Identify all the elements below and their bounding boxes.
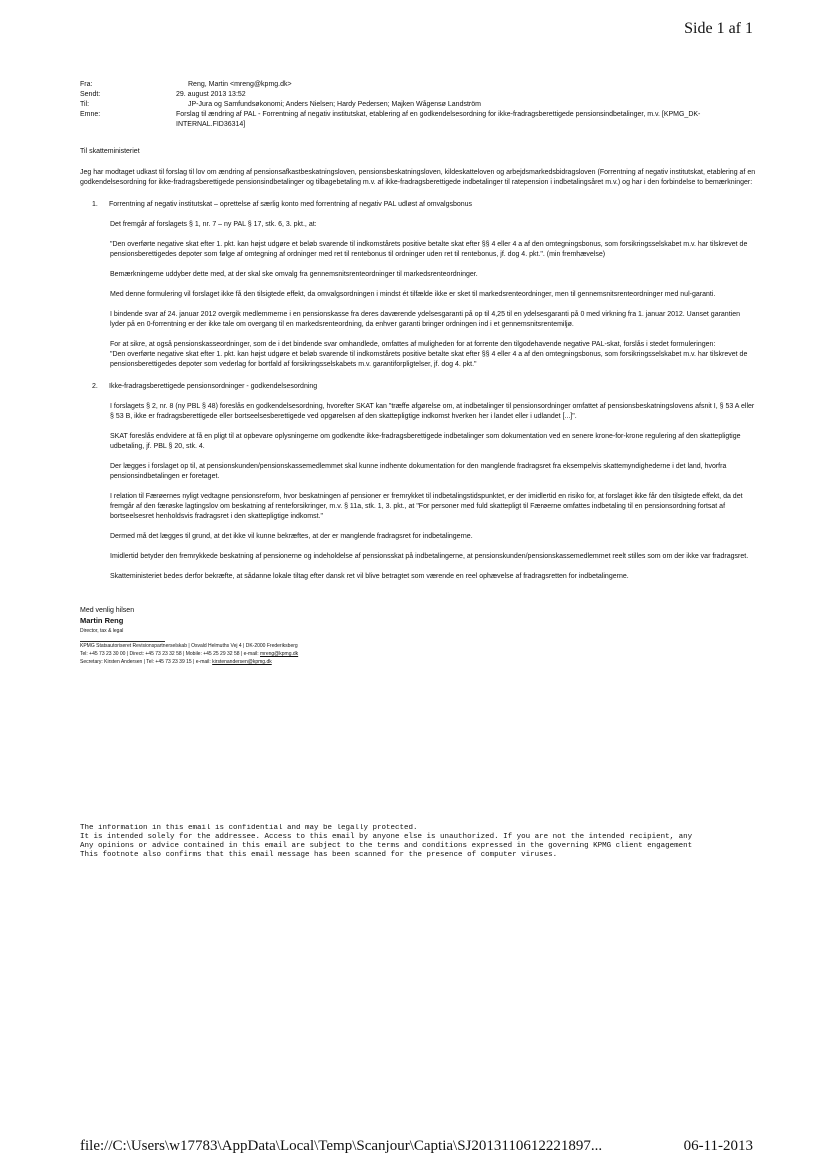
subject-value: Forslag til ændring af PAL - Forrentning af negativ institutskat, etablering af en godkendelsesordning for ikke-fradragsberettigede pensionsindbetalinger, m.v. [KPMG_DK-INTERNAL.FID36314] xyxy=(176,111,701,128)
paragraph: Der lægges i forslaget op til, at pensionskunden/pensionskassemedlemmet skal kunne indhente dokumentation for den manglende fradragsret fra eksempelvis skattemyndighederne i det land, hvorfra pensionsindbetalingen er foretaget. xyxy=(110,463,727,480)
disclaimer-line: It is intended solely for the addressee. Access to this email by anyone else is unauthorized. If you are not the intended recipient, any xyxy=(80,833,693,841)
disclaimer-line: This footnote also confirms that this email message has been scanned for the presence of computer viruses. xyxy=(80,851,558,859)
section-2 xyxy=(80,382,756,582)
paragraph: I relation til Færøernes nyligt vedtagne pensionsreform, hvor beskatningen af pensioner er fremrykket til indbetalingstidspunktet, er der imidlertid en risiko for, at forslaget ikke får den tilsigtede effekt, da det fremgår af den færøske lagtingslov om beskatning af renteforsikringer, m.v. § 11a, stk. 1, 3. pkt., at "For personer med fuld skattepligt til Færøerne omfattes indbetaling til en pensionsordning fortsat af bortseelsesret henholdsvis fradragsret i den skattepligtige indkomst." xyxy=(110,493,743,520)
disclaimer xyxy=(80,824,756,860)
email-body xyxy=(80,80,756,666)
to-row xyxy=(80,100,756,110)
to-label: Til: xyxy=(80,101,90,108)
paragraph: Imidlertid betyder den fremrykkede beskatning af pensionerne og indeholdelse af pensionsskat på indbetalingerne, at pensionskunden/pensionskassemedlemmet reelt stilles som om der ikke var fradragsret. xyxy=(110,553,749,560)
sent-value: 29. august 2013 13:52 xyxy=(176,91,246,98)
phones-line xyxy=(80,650,756,658)
subject-label: Emne: xyxy=(80,111,101,118)
phones-text: Tel: +45 73 23 30 00 | Direct: +45 73 23 32 58 | Mobile: +45 25 29 32 58 | e-mail: xyxy=(80,651,260,657)
sent-row xyxy=(80,90,756,100)
section-number: 2. xyxy=(92,383,98,390)
from-label: Fra: xyxy=(80,81,93,88)
disclaimer-line: Any opinions or advice contained in this email are subject to the terms and conditions expressed in the governing KPMG client engagement xyxy=(80,842,693,850)
signature-block xyxy=(80,606,756,666)
secretary-email-link[interactable]: kirstenandersen@kpmg.dk xyxy=(212,659,272,665)
from-row xyxy=(80,80,756,90)
section-1 xyxy=(80,200,756,370)
disclaimer-line: The information in this email is confidential and may be legally protected. xyxy=(80,824,418,832)
page-number-header: Side 1 af 1 xyxy=(684,20,753,37)
print-date: 06-11-2013 xyxy=(683,1138,753,1154)
paragraph: Bemærkningerne uddyber dette med, at der skal ske omvalg fra gennemsnitsrenteordninger til markedsrenteordninger. xyxy=(110,271,478,278)
section-title: Ikke-fradragsberettigede pensionsordninger - godkendelsesordning xyxy=(109,383,318,390)
sent-label: Sendt: xyxy=(80,91,101,98)
from-value: Reng, Martin <mreng@kpmg.dk> xyxy=(188,81,292,88)
intro-paragraph: Jeg har modtaget udkast til forslag til lov om ændring af pensionsafkastbeskatningsloven, pensionsbeskatningsloven, kildeskatteloven og arbejdsmarkedsbidragsloven (Forrentning af negativ institutskat, etablering af en godkendelsesordning for ikke-fradragsberettigede pensionsindbetalinger og tilbagebetaling m.v. af ikke-fradragsberettigede indbetalinger til ratepension i indbetalingsåret m.v.) og har i den forbindelse to bemærkninger: xyxy=(80,169,756,186)
paragraph: Skatteministeriet bedes derfor bekræfte, at sådanne lokale tiltag efter dansk ret vil blive betragtet som værende en reel ophævelse af fradragsretten for indbetalingerne. xyxy=(110,573,629,580)
to-value: JP-Jura og Samfundsøkonomi; Anders Nielsen; Hardy Pedersen; Majken Wågensø Landström xyxy=(188,101,481,108)
paragraph: "Den overførte negative skat efter 1. pkt. kan højst udgøre et beløb svarende til indkomstårets positive betalte skat efter §§ 4 eller 4 a af den omtegningsbonus, som forsikringsselskabet m.v. har tilskrevet de pensionsberettigedes depoter som følge af omtegning af ordninger med ret til rentebonus til ordninger uden ret til rentebonus, jf. dog 4. pkt.". (min fremhævelse) xyxy=(110,241,748,258)
file-path: file://C:\Users\w17783\AppData\Local\Temp\Scanjour\Captia\SJ2013110612221897... xyxy=(80,1138,603,1154)
secretary-line xyxy=(80,658,756,666)
signature-name: Martin Reng xyxy=(80,616,124,625)
company-line: KPMG Statsautoriseret Revisionspartnerselskab | Osvald Helmuths Vej 4 | DK-2000 Frederiksberg xyxy=(80,643,298,649)
paragraph: I bindende svar af 24. januar 2012 overgik medlemmerne i en pensionskasse fra deres daværende ydelsesgaranti på op til 4,25 til en ydelsesgaranti på 0 med virkning fra 1. januar 2012. Uanset garantien lyder på en 0-forrentning er der ikke tale om overgang til en markedsrenteordning, da enhver garanti bringer ordningen ind i et gennemsnitsrentemiljø. xyxy=(110,311,740,328)
signature-role: Director, tax & legal xyxy=(80,628,124,634)
paragraph: Med denne formulering vil forslaget ikke få den tilsigtede effekt, da omvalgsordningen i mindst ét tilfælde ikke er sket til markedsrenteordninger, men til gennemsnitsrenteordninger med nul-garanti. xyxy=(110,291,716,298)
greeting: Til skatteministeriet xyxy=(80,148,140,155)
paragraph: For at sikre, at også pensionskasseordninger, som de i det bindende svar omhandlede, omfattes af muligheden for at forrente den tilgodehavende negative PAL-skat, forslås i stedet formuleringen: "Den overførte negative skat efter 1. pkt. kan højst udgøre et beløb svarende til indkomstårets positive betalte skat efter §§ 4 eller 4 a af den omtegningsbonus, som forsikringsselskabet m.v. har tilskrevet de pensionsberettigedes depoter som vederlag for bortfald af forsikringsselskabets m.v. garantiforpligtelser, jf. dog 4. pkt." xyxy=(110,341,748,368)
closing: Med venlig hilsen xyxy=(80,607,135,614)
email-link[interactable]: mreng@kpmg.dk xyxy=(260,651,299,657)
paragraph: Det fremgår af forslagets § 1, nr. 7 – ny PAL § 17, stk. 6, 3. pkt., at: xyxy=(110,221,317,228)
section-number: 1. xyxy=(92,201,98,208)
paragraph: SKAT foreslås endvidere at få en pligt til at opbevare oplysningerne om godkendte ikke-fradragsberettigede indbetalinger som dokumentation ved en senere krone-for-krone regulering af den skattepligtige udbetaling, jf. PBL § 20, stk. 4. xyxy=(110,433,741,450)
paragraph: Dermed må det lægges til grund, at det ikke vil kunne bekræftes, at der er manglende fradragsret for indbetalingerne. xyxy=(110,533,473,540)
subject-row xyxy=(80,110,756,130)
secretary-text: Secretary: Kirsten Andersen | Tel: +45 73 23 39 15 | e-mail: xyxy=(80,659,213,665)
section-title: Forrentning af negativ institutskat – oprettelse af særlig konto med forrentning af negativ PAL udløst af omvalgsbonus xyxy=(109,201,473,208)
page-footer xyxy=(80,1138,753,1155)
paragraph: I forslagets § 2, nr. 8 (ny PBL § 48) foreslås en godkendelsesordning, hvorefter SKAT kan "træffe afgørelse om, at indbetalinger til pensionsordninger omfattet af pensionsbeskatningslovens afsnit I, § 53 A eller § 53 B, ikke er fradragsberettigede eller bortseelsesberettigede ved opgørelsen af den skattepligtige indkomst hverken her i landet eller i udlandet [...]". xyxy=(110,403,755,420)
